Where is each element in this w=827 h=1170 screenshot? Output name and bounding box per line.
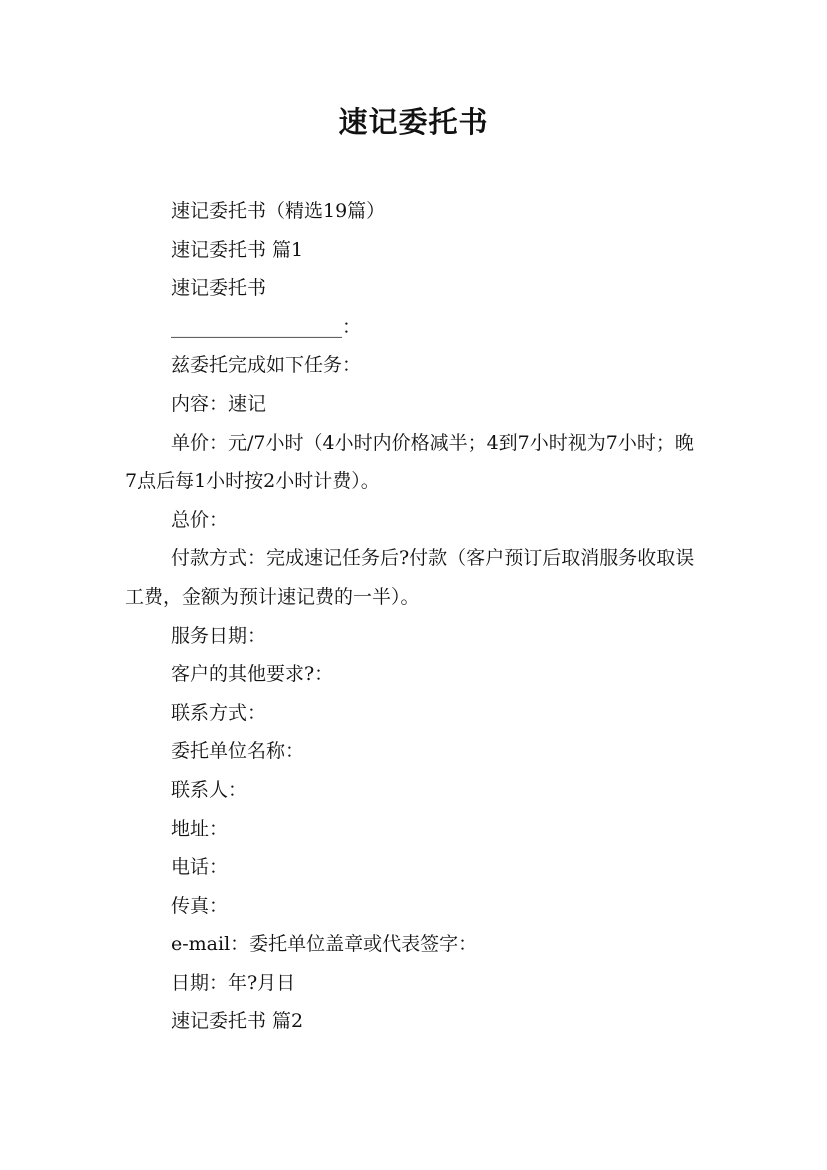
paragraph-contact-person: 联系人：: [171, 778, 248, 801]
paragraph-content: 内容：速记: [171, 392, 267, 415]
paragraph-other-requirements: 客户的其他要求?：: [171, 663, 334, 686]
paragraph-fax: 传真：: [171, 894, 229, 917]
paragraph-address: 地址：: [171, 817, 229, 840]
paragraph-client-name: 委托单位名称：: [171, 740, 305, 763]
document-body: [125, 192, 705, 1041]
paragraph-phone: 电话：: [171, 856, 229, 879]
paragraph-subtitle: 速记委托书（精选19篇）: [171, 200, 386, 222]
paragraph-letter-title: 速记委托书: [171, 277, 267, 300]
paragraph-service-date: 服务日期：: [171, 624, 267, 647]
paragraph-payment-method: 付款方式：完成速记任务后?付款（客户预订后取消服务收取误工费，金额为预计速记费的一半）。: [125, 547, 695, 608]
paragraph-task-intro: 兹委托完成如下任务：: [171, 354, 362, 377]
paragraph-contact-method: 联系方式：: [171, 701, 267, 724]
document-title: 速记委托书: [338, 105, 489, 139]
paragraph-next-section-heading: 速记委托书 篇2: [171, 1010, 304, 1033]
paragraph-addressee-blank: __________________：: [171, 315, 362, 338]
paragraph-section-heading: 速记委托书 篇1: [171, 238, 304, 261]
paragraph-total-price: 总价：: [171, 508, 229, 531]
paragraph-date: 日期：年?月日: [171, 971, 296, 994]
paragraph-email-signature: e-mail：委托单位盖章或代表签字：: [171, 933, 478, 956]
paragraph-unit-price: 单价：元/7小时（4小时内价格减半；4到7小时视为7小时；晚7点后每1小时按2小时计费）。: [125, 431, 694, 493]
